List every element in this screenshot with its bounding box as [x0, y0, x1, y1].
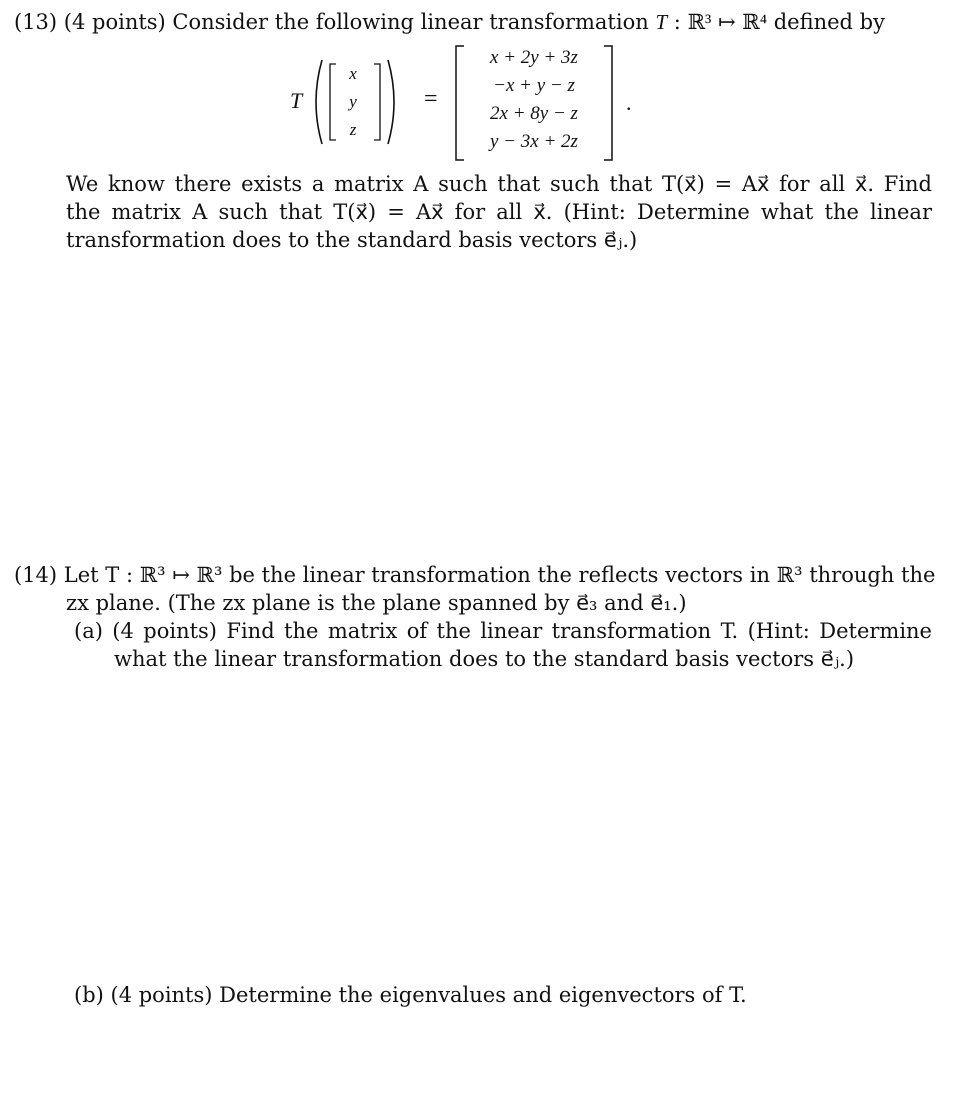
transformation-equation: [280, 40, 640, 164]
output-row-1: x + 2y + 3z: [490, 47, 578, 68]
equals-sign: =: [424, 86, 438, 112]
output-row-3: 2x + 8y − z: [490, 103, 578, 124]
input-y: y: [349, 92, 357, 111]
question-13-heading-pre: (13) (4 points) Consider the following linear transformation: [14, 10, 656, 34]
codomain-space: ℝ⁴: [742, 10, 768, 34]
maps-to-arrow: ↦: [711, 10, 743, 34]
question-13-heading-post: defined by: [767, 10, 885, 34]
question-13-body-line-1: We know there exists a matrix A such that such that T(x⃗) = Ax⃗ for all x⃗. Find: [66, 172, 932, 196]
input-vector: [338, 60, 368, 144]
output-row-4: y − 3x + 2z: [490, 131, 578, 152]
question-13-body-line-2: the matrix A such that T(x⃗) = Ax⃗ for all x⃗. (Hint: Determine what the linear: [66, 200, 932, 224]
lhs-T: T: [290, 88, 303, 113]
domain-space: ℝ³: [687, 10, 712, 34]
map-symbol: T: [655, 10, 668, 34]
question-14a-line-2: what the linear transformation does to the standard basis vectors e⃗ⱼ.): [114, 647, 855, 671]
question-13-body-line-3: transformation does to the standard basis vectors e⃗ⱼ.): [66, 228, 638, 252]
question-14b: (b) (4 points) Determine the eigenvalues and eigenvectors of T.: [74, 983, 747, 1007]
question-14-intro-line-2: zx plane. (The zx plane is the plane spanned by e⃗₃ and e⃗₁.): [66, 591, 687, 615]
question-13-heading: [14, 8, 885, 36]
input-x: x: [349, 64, 357, 83]
output-vector: [466, 44, 602, 156]
output-row-2: −x + y − z: [493, 75, 575, 96]
input-z: z: [349, 120, 357, 139]
question-14a-line-1: (a) (4 points) Find the matrix of the linear transformation T. (Hint: Determine: [74, 619, 932, 643]
colon: :: [667, 10, 688, 34]
question-14-intro-line-1: (14) Let T : ℝ³ ↦ ℝ³ be the linear transformation the reflects vectors in ℝ³ through the: [14, 563, 936, 587]
equation-period: .: [626, 90, 632, 115]
